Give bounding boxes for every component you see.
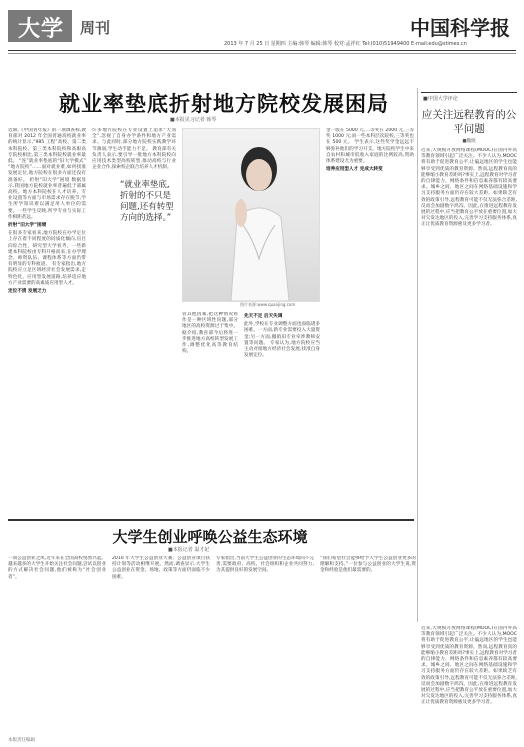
article2-col4-text: “我们希望社会能够给予大学生公益创业更多的理解和支持。”一位参与公益创业的大学生说,资金和经验是他们最需要的。 [320,556,416,574]
sidebar-column-label: ■中国大学评论 [423,96,458,102]
article1-col3 [182,312,238,512]
article1-col1b-text: 在很多专家看来,地方院校在办学定位上存在着不同程度的同质化倾向,盲目向综合性、研究型大学看齐。一些新建本科院校由专科升格而来,在办学理念、师资队伍、课程体系等方面仍带有明显的专科痕迹。 有专家指出,地方院校应立足区域经济社会发展需求,走特色化、应用型发展道路,培养适应地方产业需要的高素质应用型人才。 [8,231,86,286]
article1-byline: ■本报见习记者 韩琴 [170,117,217,123]
woman-thinking-image [183,129,319,301]
article2-col2-text: 2010 年大学生公益创业大赛、公益创业项目扶持计划等活动相继开展。然而,调查显示,大学生公益创业在资金、场地、政策等方面仍面临不少困难。 [112,556,210,580]
section-subtitle: 周刊 [80,19,111,37]
sidebar-rule [421,92,517,93]
article1-col4-text: 此外,学校在专业调整方面也面临诸多困难。一方面,新专业需要投入大量资金;另一方面,撤销旧专业牵涉教师安置等问题。 专家认为,地方院校应当主动对接地方经济社会发展,找准自身发展定位。 [244,322,320,359]
article1-col5-text: 金一般在 5000 元,二等奖在 2000 元,三等奖 1000 元;而一些本科层次院校,三等奖也在 500 元。 学生表示,这些奖学金远远不够弥补他们的学习开支。地方院校学生中来自农村和城市低收入家庭的比例较高,资助体系建设尤为重要。 [326,128,414,165]
issue-info: 2013 年 7 月 25 日 星期四 主编:韩琴 编辑:韩琴 校对:孟祥红 Tel:(010)51949400 E-mail:edu@stimes.cn [224,41,467,47]
article2-col1 [8,556,106,734]
masthead [0,0,524,58]
article-photo [182,128,320,302]
article1-subhead-2: 定位不清 发展乏力 [8,289,47,295]
page-footer: 本版责任编辑 [8,738,35,743]
article1-headline: 就业率垫底折射地方院校发展困局 [59,92,389,116]
sidebar-continuation [421,626,517,734]
sidebar-title: 应关注远程教育的公平问题 [421,109,517,135]
sidebar-body: 近来,大规模开放网络课程(MOOC)在国内外高等教育领域引起广泛关注。不少人认为,MOOC 将有助于促进教育公平,让偏远地区的学生也能够享受到优质的教育资源。然而,远程教育真的能够缩小教育差距吗?事实上,远程教育对学习者的自律能力、网络条件和信息素养都有较高要求。城乡之间、地区之间在网络基础设施和学习支持服务方面仍存在较大差距。如果缺乏有效的政策引导,远程教育可能不仅无法弥合差距,反而会加剧数字鸿沟。因此,在推进远程教育发展的过程中,应当把教育公平放在重要位置,加大对欠发达地区的投入,完善学习支持服务体系,真正让优质教育资源惠及更多学习者。 [421,148,517,228]
article2-col3-text: 专家指出,当前大学生公益创业的生态环境尚不完善,需要政府、高校、社会组织和企业共同努力,为其提供良好的发展空间。 [216,556,314,574]
article2-col3 [216,556,314,734]
article1-col4 [244,312,320,512]
article1-subhead-4: 培养应用型人才 完成大转变 [326,167,383,173]
sidebar-author: ■魏晓 [462,139,476,144]
section-title: 大学 [18,17,65,42]
article2-headline: 大学生创业呼唤公益生态环境 [112,528,308,546]
article1-col3-text: 管其他因素,把这种情况看作是一种区域性问题,部分地区的高校资源过于集中。 据介绍,教育部今后将进一步推进地方高校转型发展工作,调整优化高等教育结构。 [182,312,238,355]
masthead-rule [8,50,516,51]
article1-subhead-3: 先天不足 后天失调 [244,314,283,319]
sidebar-continuation-text: 近来,大规模开放网络课程(MOOC)在国内外高等教育领域引起广泛关注。不少人认为,MOOC 将有助于促进教育公平,让偏远地区的学生也能够享受到优质的教育资源。然而,远程教育真的能够缩小教育差距吗?事实上,远程教育对学习者的自律能力、网络条件和信息素养都有较高要求。城乡之间、地区之间在网络基础设施和学习支持服务方面仍存在较大差距。如果缺乏有效的政策引导,远程教育可能不仅无法弥合差距,反而会加剧数字鸿沟。因此,在推进远程教育发展的过程中,应当把教育公平放在重要位置,加大对欠发达地区的投入,完善学习支持服务体系,真正让优质教育资源惠及更多学习者。 [421,626,517,706]
pull-quote: “就业率垫底,折射的不只是问题,还有转型方向的选择。” [120,180,174,223]
sidebar [421,92,517,622]
section-box [8,10,72,42]
masthead-rule-thin [8,53,516,54]
newspaper-logo: 中国科学报 [410,16,510,40]
article2-col4 [320,556,416,734]
article1-subhead-1: 折射“旧大学”困境 [8,223,47,229]
article1-col1 [8,128,86,513]
article-divider [8,519,414,521]
article2-col2 [112,556,210,734]
article1-col2-text: 许多地方院校在专业设置上追求“大而全”,忽视了自身办学条件和地方产业需求。与此同时,部分地方院校实践教学环节薄弱,学生动手能力不足。 教育部有关负责人表示,要引导一批地方本科院校向应用技术类型高校转型,推动高校与行业企业合作,探索校企联合培养人才机制。 [92,128,176,171]
article2-byline: ■本报记者 温才妃 [168,547,210,553]
article1-col1-text: 近期,《中国青年报》的一项调查称,教育部对 2012 年全国普通高校就业率的统计显示,“985 工程”高校、第二类本科院校、第三类本科院校和高职高专院校相比,第三类本科院校就业率最低。 “连”就业率垫底的“旧大学模式” “地方院校”……面对就业难,如何找准发展定位,地方院校在很多方面还没有准备好。 折射“旧大学”困境 数据显示,我国地方院校就业率普遍低于部属高校。地方本科院校在人才培养、专业设置等方面与市场需求存在脱节,学生所学知识难以满足用人单位的需要。一些学生反映,所学专业与实际工作相距甚远。 [8,128,86,220]
article2-col1-text: 一项公益创业之风,近年来在全国高校悄然兴起。越来越多的大学生开始关注社会问题,尝试以创业的方式解决社会问题,他们被称为“社会创业者”。 [8,556,106,580]
sidebar-divider [417,88,418,622]
article1-col5 [326,128,414,513]
photo-caption: 图片来源:www.quanjing.com [240,302,296,307]
